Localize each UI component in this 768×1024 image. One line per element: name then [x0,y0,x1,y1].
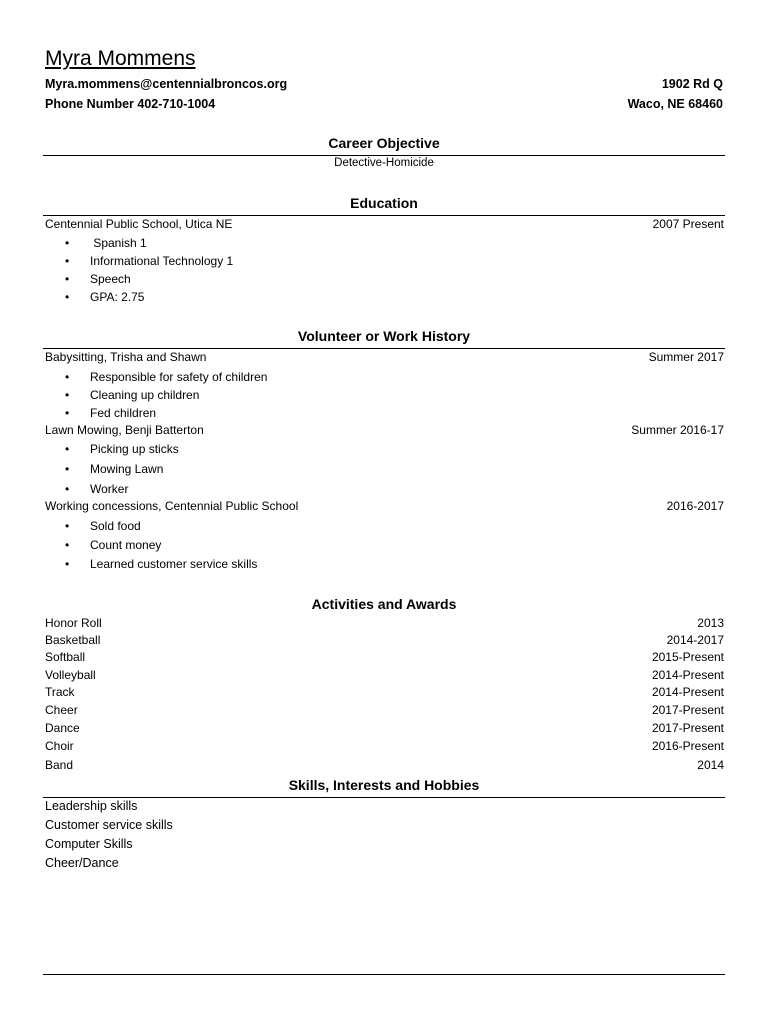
activity-row [45,616,724,634]
school-dates: 2007 Present [652,217,724,231]
activity-row [45,703,724,721]
bullet: • [65,272,70,286]
activity-dates: 2017-Present [651,721,724,735]
activity-dates: 2014 [697,758,724,772]
education-entry [45,217,724,235]
activity-name: Choir [45,739,74,753]
list-item: • Informational Technology 1 [65,254,234,268]
list-item: • GPA: 2.75 [65,290,145,304]
footer-divider [43,974,725,975]
bullet: • [65,236,70,250]
list-item: • Speech [65,272,131,286]
job-dates: Summer 2016-17 [631,423,724,437]
job-entry [45,423,724,441]
section-title-work: Volunteer or Work History [297,328,471,344]
divider [43,348,725,349]
bullet: • [65,442,70,456]
activity-dates: 2014-Present [651,668,724,682]
bullet: • [65,290,70,304]
bullet: • [65,370,70,384]
list-item: • Cleaning up children [65,388,200,402]
bullet: • [65,482,70,496]
divider [43,155,725,156]
bullet: • [65,519,70,533]
bullet: • [65,557,70,571]
activity-dates: 2013 [697,616,724,630]
list-item: • Mowing Lawn [65,462,164,476]
activity-name: Dance [45,721,80,735]
job-name: Working concessions, Centennial Public School [45,499,299,513]
candidate-name: Myra Mommens [45,47,196,70]
section-title-skills: Skills, Interests and Hobbies [288,777,480,793]
activity-row [45,739,724,757]
school-name: Centennial Public School, Utica NE [45,217,233,231]
activity-row [45,650,724,668]
bullet: • [65,406,70,420]
career-objective: Detective-Homicide [334,157,434,169]
activity-name: Volleyball [45,668,96,682]
bullet: • [65,388,70,402]
list-item: • Responsible for safety of children [65,370,268,384]
activity-dates: 2015-Present [651,650,724,664]
list-item: • Worker [65,482,129,496]
activity-dates: 2014-2017 [666,633,724,647]
bullet: • [65,254,70,268]
job-dates: 2016-2017 [666,499,724,513]
activity-name: Band [45,758,74,772]
job-dates: Summer 2017 [648,350,724,364]
bullet: • [65,538,70,552]
skill-item: Leadership skills [45,799,138,813]
list-item: • Picking up sticks [65,442,179,456]
skill-item: Cheer/Dance [45,856,119,870]
divider [43,797,725,798]
bullet: • [65,462,70,476]
activity-row [45,721,724,739]
activity-name: Softball [45,650,86,664]
section-title-education: Education [350,195,418,211]
skill-item: Customer service skills [45,818,173,832]
address-line-1: 1902 Rd Q [661,77,723,91]
job-name: Lawn Mowing, Benji Batterton [45,423,204,437]
section-title-career: Career Objective [328,135,440,151]
activity-row [45,633,724,651]
section-title-activities: Activities and Awards [311,596,457,612]
activity-dates: 2014-Present [651,685,724,699]
list-item: • Spanish 1 [65,236,147,250]
job-name: Babysitting, Trisha and Shawn [45,350,207,364]
job-entry [45,499,724,517]
list-item: • Learned customer service skills [65,557,258,571]
list-item: • Count money [65,538,162,552]
activity-name: Track [45,685,75,699]
divider [43,215,725,216]
activity-row [45,758,724,776]
phone: Phone Number 402-710-1004 [45,97,216,111]
job-entry [45,350,724,368]
activity-name: Basketball [45,633,101,647]
activity-name: Cheer [45,703,78,717]
activity-dates: 2017-Present [651,703,724,717]
activity-row [45,668,724,686]
activity-name: Honor Roll [45,616,102,630]
activity-row [45,685,724,703]
activity-dates: 2016-Present [651,739,724,753]
list-item: • Sold food [65,519,141,533]
list-item: • Fed children [65,406,157,420]
skill-item: Computer Skills [45,837,133,851]
email: Myra.mommens@centennialbroncos.org [45,77,288,91]
address-line-2: Waco, NE 68460 [627,97,723,111]
